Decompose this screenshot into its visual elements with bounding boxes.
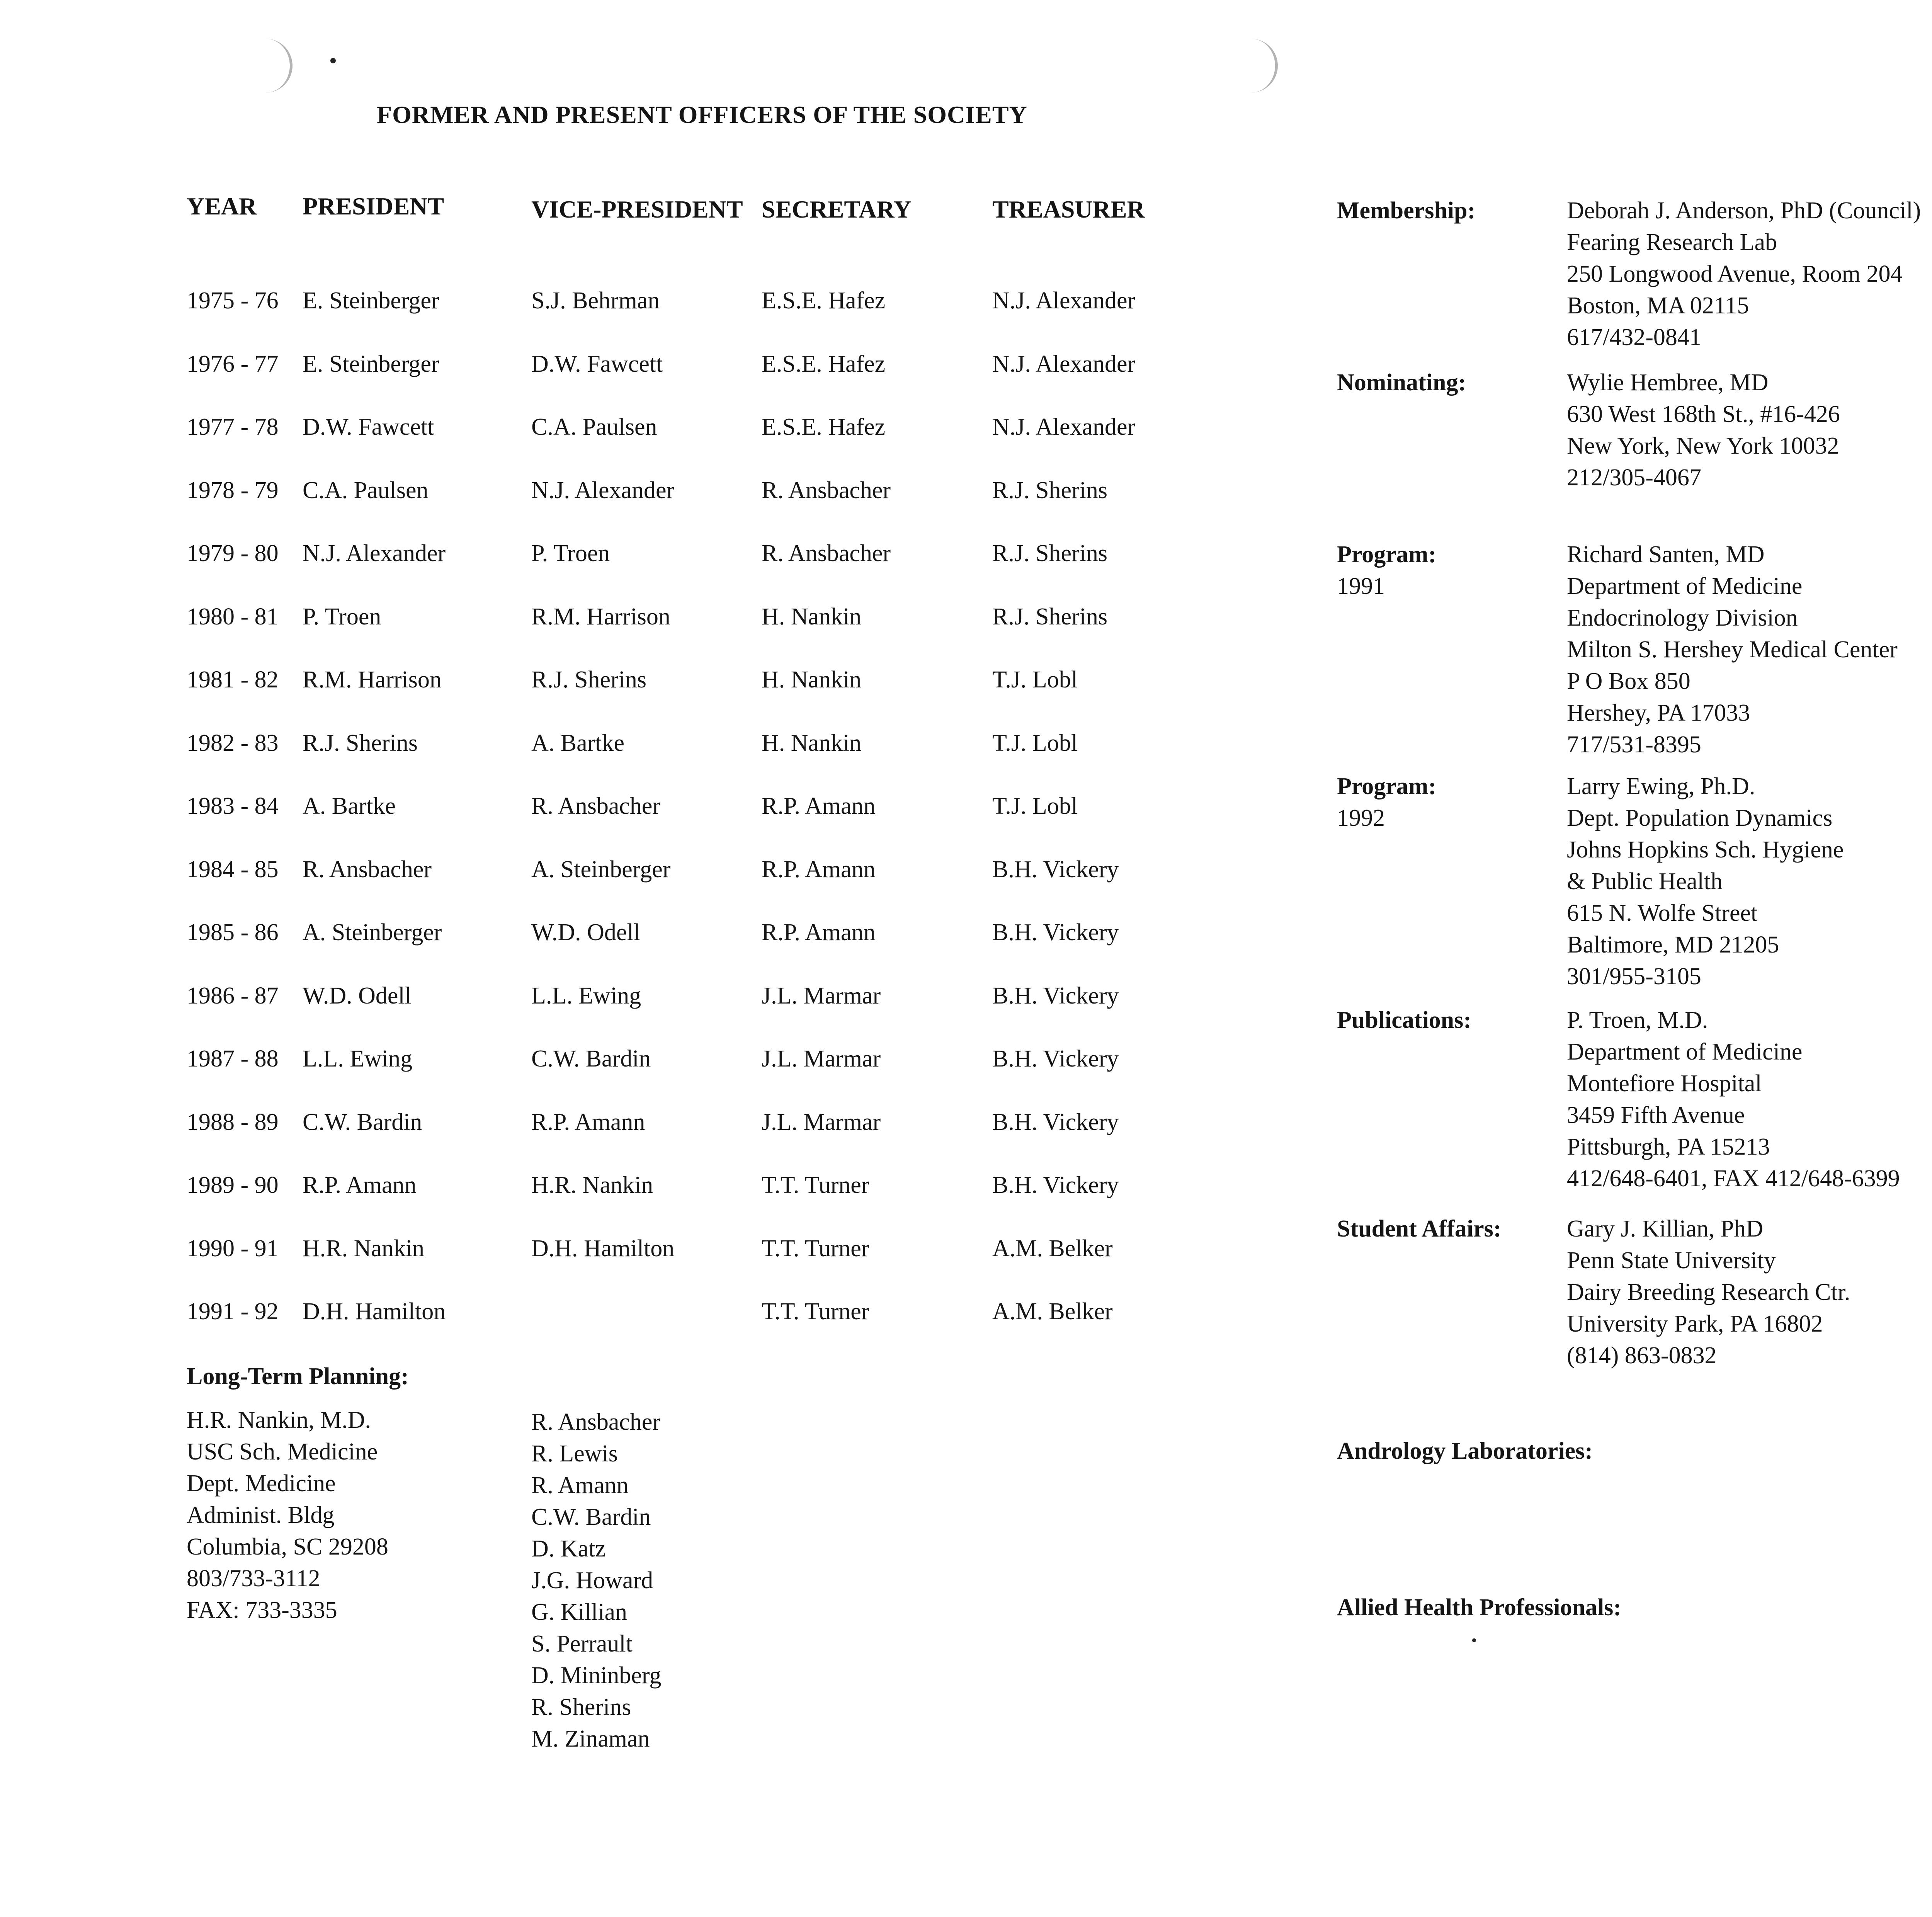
contact-line: Wylie Hembree, MD [1567, 369, 1769, 396]
long-term-planning-contact [187, 1405, 388, 1626]
contact-line: Baltimore, MD 21205 [1567, 932, 1779, 958]
header-president: PRESIDENT [303, 192, 444, 220]
allied-health-professionals-heading: Allied Health Professionals: [1337, 1594, 1621, 1621]
cell-treasurer: B.H. Vickery [992, 982, 1119, 1009]
member-name: R. Ansbacher [531, 1409, 661, 1435]
cell-year: 1988 - 89 [187, 1109, 279, 1135]
cell-vice-president: W.D. Odell [531, 919, 640, 946]
committee-title: Program: [1337, 541, 1437, 568]
contact-line: Administ. Bldg [187, 1502, 335, 1528]
table-row [187, 1043, 1191, 1107]
cell-secretary: H. Nankin [762, 667, 862, 693]
committee-year: 1992 [1337, 805, 1385, 831]
cell-year: 1985 - 86 [187, 919, 279, 946]
cell-vice-president: A. Steinberger [531, 856, 671, 883]
committee-name [1337, 367, 1466, 399]
table-row [187, 1233, 1191, 1296]
contact-line: Larry Ewing, Ph.D. [1567, 773, 1755, 799]
cell-year: 1990 - 91 [187, 1235, 279, 1262]
member-name: M. Zinaman [531, 1726, 650, 1752]
header-year: YEAR [187, 192, 257, 220]
committee-chair-contact [1567, 771, 1844, 993]
cell-year: 1979 - 80 [187, 540, 279, 566]
cell-president: E. Steinberger [303, 350, 439, 377]
cell-secretary: J.L. Marmar [762, 982, 881, 1009]
cell-year: 1977 - 78 [187, 414, 279, 440]
cell-vice-president: R.P. Amann [531, 1109, 645, 1135]
cell-vice-president: D.H. Hamilton [531, 1235, 675, 1262]
contact-line: Richard Santen, MD [1567, 541, 1765, 568]
cell-president: R.P. Amann [303, 1172, 417, 1198]
committee-name [1337, 1005, 1471, 1036]
member-name: R. Lewis [531, 1441, 618, 1467]
cell-president: N.J. Alexander [303, 540, 446, 566]
contact-line: Johns Hopkins Sch. Hygiene [1567, 837, 1844, 863]
cell-treasurer: A.M. Belker [992, 1235, 1113, 1262]
cell-secretary: R.P. Amann [762, 856, 876, 883]
table-row [187, 664, 1191, 728]
cell-year: 1987 - 88 [187, 1046, 279, 1072]
cell-treasurer: R.J. Sherins [992, 477, 1107, 503]
cell-president: W.D. Odell [303, 982, 412, 1009]
cell-year: 1983 - 84 [187, 793, 279, 819]
contact-line: USC Sch. Medicine [187, 1439, 378, 1465]
header-secretary: SECRETARY [762, 196, 912, 223]
cell-vice-president: C.A. Paulsen [531, 414, 657, 440]
cell-secretary: T.T. Turner [762, 1235, 869, 1262]
table-row [187, 285, 1191, 349]
speck [330, 58, 336, 63]
contact-line: Endocrinology Division [1567, 605, 1798, 631]
cell-year: 1976 - 77 [187, 350, 279, 377]
contact-line: Dept. Medicine [187, 1470, 336, 1497]
contact-line: Deborah J. Anderson, PhD (Council) [1567, 197, 1921, 224]
contact-line: & Public Health [1567, 868, 1723, 895]
cell-year: 1991 - 92 [187, 1298, 279, 1325]
cell-treasurer: T.J. Lobl [992, 730, 1078, 756]
cell-secretary: T.T. Turner [762, 1172, 869, 1198]
cell-president: E. Steinberger [303, 287, 439, 314]
contact-line: Department of Medicine [1567, 573, 1803, 599]
contact-line: P O Box 850 [1567, 668, 1690, 694]
cell-secretary: E.S.E. Hafez [762, 350, 886, 377]
cell-treasurer: T.J. Lobl [992, 667, 1078, 693]
contact-line: Hershey, PA 17033 [1567, 700, 1750, 726]
cell-secretary: H. Nankin [762, 603, 862, 630]
contact-line: 212/305-4067 [1567, 464, 1701, 491]
contact-line: 412/648-6401, FAX 412/648-6399 [1567, 1165, 1900, 1192]
contact-line: Department of Medicine [1567, 1039, 1803, 1065]
committee-name [1337, 539, 1436, 602]
member-name: C.W. Bardin [531, 1504, 651, 1530]
cell-vice-president: N.J. Alexander [531, 477, 675, 503]
contact-line: 615 N. Wolfe Street [1567, 900, 1758, 926]
cell-treasurer: B.H. Vickery [992, 1109, 1119, 1135]
cell-secretary: E.S.E. Hafez [762, 287, 886, 314]
cell-president: R.J. Sherins [303, 730, 418, 756]
table-row [187, 475, 1191, 538]
contact-line: 301/955-3105 [1567, 963, 1701, 990]
cell-president: P. Troen [303, 603, 381, 630]
contact-line: Montefiore Hospital [1567, 1070, 1762, 1097]
committee-chair-contact [1567, 367, 1840, 494]
contact-line: Pittsburgh, PA 15213 [1567, 1134, 1770, 1160]
cell-vice-president: S.J. Behrman [531, 287, 660, 314]
committee-title: Program: [1337, 773, 1437, 799]
cell-president: A. Bartke [303, 793, 396, 819]
cell-vice-president: R.M. Harrison [531, 603, 670, 630]
cell-vice-president: R. Ansbacher [531, 793, 661, 819]
member-name: J.G. Howard [531, 1567, 653, 1594]
cell-year: 1989 - 90 [187, 1172, 279, 1198]
cell-treasurer: B.H. Vickery [992, 1172, 1119, 1198]
committee-year: 1991 [1337, 573, 1385, 599]
table-row [187, 538, 1191, 601]
contact-line: Boston, MA 02115 [1567, 293, 1749, 319]
committee-chair-contact [1567, 539, 1898, 761]
cell-vice-president: H.R. Nankin [531, 1172, 653, 1198]
contact-line: H.R. Nankin, M.D. [187, 1407, 371, 1433]
officers-table [187, 285, 1191, 1359]
member-name: D. Katz [531, 1536, 606, 1562]
cell-treasurer: A.M. Belker [992, 1298, 1113, 1325]
cell-secretary: R.P. Amann [762, 793, 876, 819]
header-vice-president: VICE-PRESIDENT [531, 196, 743, 223]
cell-secretary: R. Ansbacher [762, 477, 891, 503]
header-treasurer: TREASURER [992, 196, 1145, 223]
cell-president: C.A. Paulsen [303, 477, 429, 503]
cell-treasurer: N.J. Alexander [992, 350, 1136, 377]
contact-line: Gary J. Killian, PhD [1567, 1216, 1764, 1242]
contact-line: (814) 863-0832 [1567, 1342, 1717, 1369]
table-row [187, 1107, 1191, 1170]
committee-chair-contact [1567, 1213, 1850, 1372]
cell-year: 1978 - 79 [187, 477, 279, 503]
cell-treasurer: T.J. Lobl [992, 793, 1078, 819]
long-term-planning-members [531, 1407, 661, 1755]
member-name: G. Killian [531, 1599, 627, 1625]
cell-president: C.W. Bardin [303, 1109, 422, 1135]
committee-name [1337, 195, 1475, 227]
cell-secretary: R.P. Amann [762, 919, 876, 946]
table-row [187, 917, 1191, 980]
committee-title: Membership: [1337, 197, 1476, 224]
cell-secretary: H. Nankin [762, 730, 862, 756]
contact-line: 717/531-8395 [1567, 731, 1701, 758]
committee-name [1337, 1213, 1501, 1245]
punch-hole-left [247, 39, 293, 93]
member-name: S. Perrault [531, 1631, 633, 1657]
cell-president: D.W. Fawcett [303, 414, 434, 440]
contact-line: P. Troen, M.D. [1567, 1007, 1708, 1033]
cell-year: 1984 - 85 [187, 856, 279, 883]
cell-treasurer: R.J. Sherins [992, 540, 1107, 566]
contact-line: Dept. Population Dynamics [1567, 805, 1833, 831]
committee-name [1337, 771, 1436, 834]
contact-line: University Park, PA 16802 [1567, 1311, 1823, 1337]
committee-chair-contact [1567, 1005, 1900, 1195]
committee-title: Student Affairs: [1337, 1216, 1502, 1242]
cell-treasurer: B.H. Vickery [992, 1046, 1119, 1072]
contact-line: 250 Longwood Avenue, Room 204 [1567, 261, 1903, 287]
cell-year: 1986 - 87 [187, 982, 279, 1009]
contact-line: New York, New York 10032 [1567, 433, 1839, 459]
contact-line: Penn State University [1567, 1247, 1776, 1274]
table-row [187, 854, 1191, 917]
cell-secretary: J.L. Marmar [762, 1109, 881, 1135]
cell-president: R.M. Harrison [303, 667, 442, 693]
cell-year: 1975 - 76 [187, 287, 279, 314]
table-row [187, 412, 1191, 475]
member-name: R. Amann [531, 1472, 629, 1499]
cell-treasurer: N.J. Alexander [992, 414, 1136, 440]
member-name: R. Sherins [531, 1694, 631, 1720]
page-title: FORMER AND PRESENT OFFICERS OF THE SOCIETY [377, 101, 1027, 128]
committee-chair-contact [1567, 195, 1921, 354]
cell-vice-president: R.J. Sherins [531, 667, 646, 693]
cell-secretary: T.T. Turner [762, 1298, 869, 1325]
cell-treasurer: B.H. Vickery [992, 856, 1119, 883]
cell-president: H.R. Nankin [303, 1235, 425, 1262]
cell-treasurer: N.J. Alexander [992, 287, 1136, 314]
cell-year: 1981 - 82 [187, 667, 279, 693]
contact-line: Milton S. Hershey Medical Center [1567, 636, 1898, 663]
contact-line: 3459 Fifth Avenue [1567, 1102, 1745, 1128]
table-row [187, 728, 1191, 791]
cell-vice-president: L.L. Ewing [531, 982, 641, 1009]
table-row [187, 791, 1191, 854]
cell-vice-president: D.W. Fawcett [531, 350, 663, 377]
cell-vice-president: C.W. Bardin [531, 1046, 651, 1072]
committee-title: Nominating: [1337, 369, 1466, 396]
cell-vice-president: A. Bartke [531, 730, 625, 756]
cell-treasurer: B.H. Vickery [992, 919, 1119, 946]
cell-secretary: R. Ansbacher [762, 540, 891, 566]
cell-year: 1980 - 81 [187, 603, 279, 630]
contact-line: Fearing Research Lab [1567, 229, 1777, 255]
long-term-planning-heading: Long-Term Planning: [187, 1363, 409, 1390]
andrology-laboratories-heading: Andrology Laboratories: [1337, 1438, 1593, 1464]
table-row [187, 601, 1191, 665]
table-row [187, 1296, 1191, 1359]
cell-treasurer: R.J. Sherins [992, 603, 1107, 630]
punch-hole-center [1233, 39, 1278, 93]
officers-table-header [187, 190, 1191, 221]
contact-line: FAX: 733-3335 [187, 1597, 337, 1623]
committee-title: Publications: [1337, 1007, 1471, 1033]
table-row [187, 1170, 1191, 1233]
contact-line: 617/432-0841 [1567, 324, 1701, 350]
cell-president: A. Steinberger [303, 919, 442, 946]
member-name: D. Mininberg [531, 1662, 662, 1689]
cell-vice-president: P. Troen [531, 540, 610, 566]
contact-line: 630 West 168th St., #16-426 [1567, 401, 1840, 427]
cell-president: L.L. Ewing [303, 1046, 413, 1072]
contact-line: Columbia, SC 29208 [187, 1534, 388, 1560]
contact-line: Dairy Breeding Research Ctr. [1567, 1279, 1850, 1305]
cell-secretary: E.S.E. Hafez [762, 414, 886, 440]
contact-line: 803/733-3112 [187, 1565, 320, 1592]
speck [1472, 1638, 1476, 1642]
table-row [187, 349, 1191, 412]
cell-year: 1982 - 83 [187, 730, 279, 756]
table-row [187, 980, 1191, 1044]
cell-secretary: J.L. Marmar [762, 1046, 881, 1072]
cell-president: R. Ansbacher [303, 856, 432, 883]
cell-president: D.H. Hamilton [303, 1298, 446, 1325]
